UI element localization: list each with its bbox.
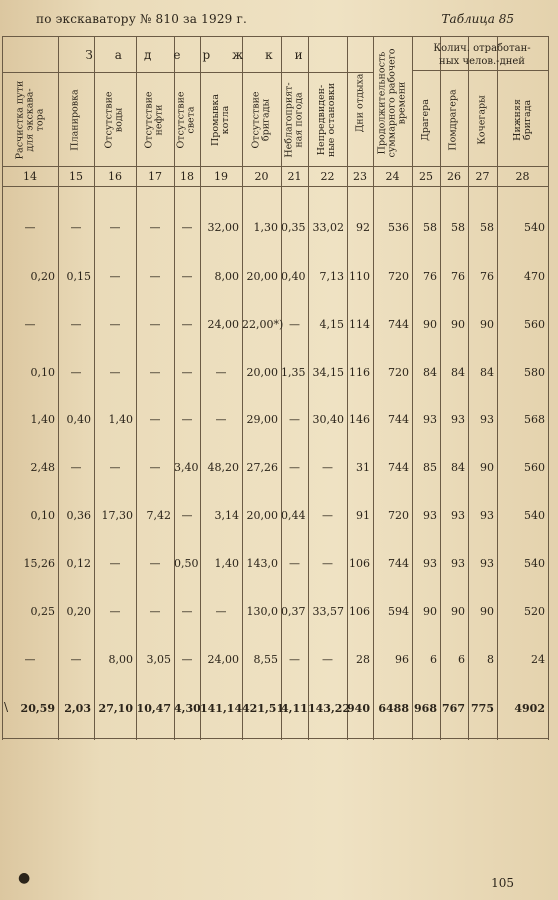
table-cell: — xyxy=(181,221,193,234)
column-header-label: Расчистка пути для экскава- тора xyxy=(14,80,46,160)
table-cell: 29,00 xyxy=(246,413,278,426)
column-header-label: Отсутствие нефти xyxy=(144,91,165,149)
table-cell: 15,26 xyxy=(23,557,55,570)
table-cell: 93 xyxy=(423,509,437,522)
table-cell: — xyxy=(149,413,161,426)
table-cell: 34,15 xyxy=(312,366,344,379)
table-cell: — xyxy=(181,413,193,426)
table-cell: — xyxy=(181,509,193,522)
table-cell: 0,10 xyxy=(30,366,55,379)
row-rule xyxy=(2,186,548,187)
table-cell: 90 xyxy=(480,461,494,474)
column-header xyxy=(174,74,200,166)
table-cell: — xyxy=(215,366,227,379)
table-cell: — xyxy=(289,653,300,666)
table-label: Таблица 85 xyxy=(441,12,514,26)
table-cell: 146 xyxy=(349,413,370,426)
table-cell: — xyxy=(109,461,121,474)
table-cell: 90 xyxy=(423,605,437,618)
table-cell: 720 xyxy=(388,509,409,522)
column-header xyxy=(281,74,308,166)
table-cell: 594 xyxy=(388,605,409,618)
table-cell: 968 xyxy=(414,702,437,715)
table-cell: 91 xyxy=(356,509,370,522)
table-cell: 106 xyxy=(349,557,370,570)
column-header xyxy=(412,74,440,166)
table-cell: 0,20 xyxy=(30,270,55,283)
table-cell: 20,00 xyxy=(246,509,278,522)
table-cell: — xyxy=(149,557,161,570)
table-cell: 0,40 xyxy=(281,270,306,283)
table-cell: 3,40 xyxy=(174,461,199,474)
table-cell: 58 xyxy=(451,221,465,234)
table-cell: — xyxy=(322,653,333,666)
row-rule xyxy=(2,72,373,73)
table-cell: 116 xyxy=(349,366,370,379)
table-cell: — xyxy=(109,270,121,283)
table-cell: — xyxy=(322,557,333,570)
table-cell: 58 xyxy=(480,221,494,234)
column-header xyxy=(94,74,136,166)
table-cell: 33,57 xyxy=(312,605,344,618)
table-cell: — xyxy=(70,318,82,331)
table-cell: 421,51 xyxy=(242,702,285,715)
table-cell: 6 xyxy=(430,653,437,666)
table-cell: — xyxy=(181,270,193,283)
table-cell: 31 xyxy=(356,461,370,474)
column-header xyxy=(308,74,347,166)
table-cell: 1,30 xyxy=(253,221,278,234)
table-cell: 3,14 xyxy=(214,509,239,522)
table-cell: 0,44 xyxy=(281,509,306,522)
table-cell: — xyxy=(149,318,161,331)
column-header-label: Непредвиден- ные остановки xyxy=(316,82,338,158)
column-number: 14 xyxy=(23,170,37,183)
table-cell: 3,05 xyxy=(146,653,171,666)
table-cell: 0,50 xyxy=(174,557,199,570)
table-cell: 93 xyxy=(451,509,465,522)
table-cell: 93 xyxy=(423,557,437,570)
column-header-label: Помдрагера xyxy=(448,89,459,151)
table-cell: 0,12 xyxy=(66,557,91,570)
column-number: 20 xyxy=(254,170,269,183)
table-cell: 76 xyxy=(451,270,465,283)
column-header-label: Неблагоприят- ная погода xyxy=(283,82,305,158)
column-header xyxy=(2,74,58,166)
column-header-label: Кочегары xyxy=(476,95,488,145)
table-cell: 560 xyxy=(524,461,545,474)
table-cell: 744 xyxy=(388,318,409,331)
table-cell: 4,15 xyxy=(319,318,344,331)
table-cell: 4,30 xyxy=(174,702,201,715)
table-cell: 93 xyxy=(480,413,494,426)
table-cell: 143,0 xyxy=(246,557,278,570)
table-cell: 27,10 xyxy=(98,702,133,715)
column-number: 18 xyxy=(180,170,194,183)
column-rule xyxy=(548,36,549,740)
table-cell: 540 xyxy=(524,557,545,570)
row-rule xyxy=(2,738,548,739)
table-cell: 33,02 xyxy=(312,221,344,234)
table-cell: 4,11 xyxy=(281,702,308,715)
table-cell: 7,42 xyxy=(146,509,171,522)
column-header-label: Продолжительность суммарного рабочего времени xyxy=(376,48,408,158)
table-cell: 0,40 xyxy=(66,413,91,426)
table-cell: 560 xyxy=(524,318,545,331)
table-cell: 775 xyxy=(471,702,494,715)
table-cell: 30,40 xyxy=(312,413,344,426)
table-cell: 84 xyxy=(480,366,494,379)
column-header-label: Отсутствие бригады xyxy=(250,91,272,149)
table-cell: 8,55 xyxy=(253,653,278,666)
table-cell: — xyxy=(181,318,193,331)
table-cell: 6 xyxy=(458,653,465,666)
column-header xyxy=(373,40,412,166)
table-cell: 0,36 xyxy=(66,509,91,522)
table-cell: — xyxy=(322,461,333,474)
table-cell: 8 xyxy=(487,653,494,666)
column-number: 25 xyxy=(419,170,433,183)
column-number: 24 xyxy=(385,170,400,183)
table-cell: 48,20 xyxy=(207,461,239,474)
table-cell: 8,00 xyxy=(108,653,133,666)
table-cell: 24,00 xyxy=(207,653,239,666)
table-cell: 96 xyxy=(395,653,409,666)
table-cell: — xyxy=(289,557,300,570)
table-cell: 24,00 xyxy=(207,318,239,331)
table-cell: 2,03 xyxy=(64,702,91,715)
table-cell: 2,48 xyxy=(30,461,55,474)
table-cell: — xyxy=(181,366,193,379)
table-cell: 540 xyxy=(524,221,545,234)
table-cell: — xyxy=(109,318,121,331)
table-cell: — xyxy=(109,557,121,570)
table-cell: 744 xyxy=(388,413,409,426)
column-header xyxy=(440,74,468,166)
table-cell: 1,40 xyxy=(214,557,239,570)
table-cell: — xyxy=(215,605,227,618)
table-cell: 940 xyxy=(347,702,370,715)
table-cell: 20,00 xyxy=(246,270,278,283)
table-cell: — xyxy=(149,270,161,283)
table-cell: 84 xyxy=(451,366,465,379)
table-cell: 84 xyxy=(423,366,437,379)
table-cell: 0,25 xyxy=(30,605,55,618)
table-cell: 130,0 xyxy=(246,605,278,618)
column-number: 28 xyxy=(515,170,530,183)
table-cell: 580 xyxy=(524,366,545,379)
column-number: 17 xyxy=(148,170,162,183)
column-number: 21 xyxy=(287,170,302,183)
table-cell: 0,20 xyxy=(66,605,91,618)
table-cell: — xyxy=(215,413,227,426)
table-cell: — xyxy=(109,221,121,234)
worked-days-label: Колич. отработан- ных челов.-дней xyxy=(433,43,531,67)
table-cell: — xyxy=(181,605,193,618)
column-number: 22 xyxy=(320,170,335,183)
column-number: 19 xyxy=(214,170,228,183)
column-header-label: Драгера xyxy=(420,99,432,141)
table-cell: — xyxy=(289,413,300,426)
table-cell: — xyxy=(70,221,82,234)
column-header xyxy=(497,74,548,166)
table-cell: 1,35 xyxy=(281,366,306,379)
table-cell: — xyxy=(109,366,121,379)
table-cell: 76 xyxy=(480,270,494,283)
table-cell: 84 xyxy=(451,461,465,474)
table-cell: — xyxy=(24,221,36,234)
table-cell: — xyxy=(70,461,82,474)
table-cell: 32,00 xyxy=(207,221,239,234)
table-cell: 85 xyxy=(423,461,437,474)
table-cell: 0,35 xyxy=(281,221,306,234)
row-rule xyxy=(2,36,548,37)
table-cell: 720 xyxy=(388,366,409,379)
table-cell: 8,00 xyxy=(214,270,239,283)
table-cell: 17,30 xyxy=(101,509,133,522)
column-number: 23 xyxy=(353,170,367,183)
table-cell: 141,14 xyxy=(200,702,243,715)
column-number: 15 xyxy=(69,170,83,183)
table-cell: 76 xyxy=(423,270,437,283)
row-rule xyxy=(412,70,548,71)
table-cell: 520 xyxy=(524,605,545,618)
table-cell: 106 xyxy=(349,605,370,618)
table-cell: 767 xyxy=(442,702,465,715)
table-cell: 90 xyxy=(451,605,465,618)
table-cell: 92 xyxy=(356,221,370,234)
column-header xyxy=(347,40,373,166)
table-cell: 720 xyxy=(388,270,409,283)
margin-mark: \ xyxy=(4,700,9,714)
column-header-label: Отсутствие воды xyxy=(104,91,125,149)
table-cell: 22,00*) xyxy=(242,318,284,331)
table-cell: 143,22 xyxy=(308,702,351,715)
table-cell: 1,40 xyxy=(108,413,133,426)
table-cell: 93 xyxy=(480,557,494,570)
column-header xyxy=(136,74,174,166)
table-cell: 24 xyxy=(531,653,545,666)
row-rule xyxy=(2,166,548,167)
column-header xyxy=(200,74,242,166)
table-cell: 744 xyxy=(388,461,409,474)
table-cell: 93 xyxy=(451,557,465,570)
table-cell: 0,10 xyxy=(30,509,55,522)
table-cell: 744 xyxy=(388,557,409,570)
table-cell: 90 xyxy=(423,318,437,331)
table-cell: — xyxy=(70,653,82,666)
table-cell: 6488 xyxy=(378,702,409,715)
table-cell: — xyxy=(181,653,193,666)
column-header xyxy=(468,74,497,166)
column-header xyxy=(58,74,94,166)
column-header-label: Дни отдыха xyxy=(354,73,366,133)
table-cell: 4902 xyxy=(514,702,545,715)
table-cell: 90 xyxy=(480,605,494,618)
table-cell: 27,26 xyxy=(246,461,278,474)
table-cell: — xyxy=(149,605,161,618)
page-heading: по экскаватору № 810 за 1929 г. xyxy=(36,12,248,26)
column-header-label: Планировка xyxy=(70,89,81,151)
table-cell: 20,00 xyxy=(246,366,278,379)
ink-blot: ● xyxy=(18,870,31,886)
column-number: 16 xyxy=(108,170,122,183)
column-number: 26 xyxy=(447,170,461,183)
table-cell: 536 xyxy=(388,221,409,234)
table-cell: 10,47 xyxy=(136,702,171,715)
table-cell: 114 xyxy=(349,318,370,331)
table-cell: 58 xyxy=(423,221,437,234)
table-cell: — xyxy=(289,461,300,474)
table-cell: — xyxy=(70,366,82,379)
table-cell: 90 xyxy=(480,318,494,331)
table-cell: — xyxy=(109,605,121,618)
table-cell: — xyxy=(149,461,161,474)
table-cell: 0,37 xyxy=(281,605,306,618)
column-header-label: Нижняя бригада xyxy=(511,99,533,141)
table-cell: 540 xyxy=(524,509,545,522)
table-cell: — xyxy=(24,653,36,666)
column-header-label: Отсутствие света xyxy=(176,91,197,149)
table-cell: 110 xyxy=(349,270,370,283)
table-cell: 1,40 xyxy=(30,413,55,426)
table-cell: 7,13 xyxy=(319,270,344,283)
table-cell: — xyxy=(24,318,36,331)
table-cell: 568 xyxy=(524,413,545,426)
table-cell: 93 xyxy=(423,413,437,426)
page-number: 105 xyxy=(491,876,514,890)
table-cell: 90 xyxy=(451,318,465,331)
table-cell: 28 xyxy=(356,653,370,666)
table-cell: — xyxy=(149,221,161,234)
table-cell: 93 xyxy=(451,413,465,426)
table-cell: 93 xyxy=(480,509,494,522)
table-cell: — xyxy=(149,366,161,379)
table-cell: — xyxy=(289,318,300,331)
table-cell: 0,15 xyxy=(66,270,91,283)
worked-days-group-header xyxy=(412,42,552,68)
table-cell: — xyxy=(322,509,333,522)
delays-group-header: Задержки xyxy=(85,48,325,62)
column-header-label: Промывка котла xyxy=(210,94,231,146)
table-cell: 20,59 xyxy=(20,702,55,715)
column-number: 27 xyxy=(475,170,490,183)
table-cell: 470 xyxy=(524,270,545,283)
column-header xyxy=(242,74,281,166)
